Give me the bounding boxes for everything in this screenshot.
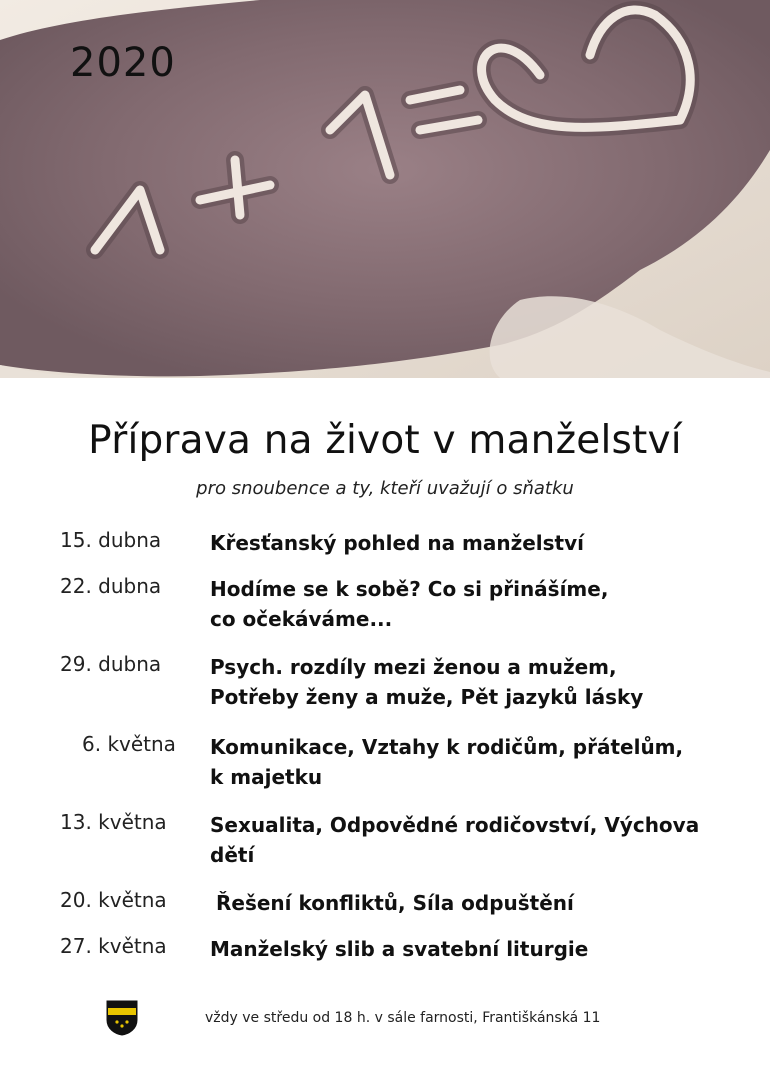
schedule-date: 6. května: [82, 732, 176, 756]
schedule-topic: Manželský slib a svatební liturgie: [210, 937, 589, 961]
schedule-topic: Komunikace, Vztahy k rodičům, přátelům, k majetku: [210, 735, 684, 789]
schedule-topic: Psych. rozdíly mezi ženou a mužem, Potřeby ženy a muže, Pět jazyků lásky: [210, 655, 644, 709]
schedule-topic: Řešení konfliktů, Síla odpuštění: [216, 891, 574, 915]
footer-note: vždy ve středu od 18 h. v sále farnosti, Františkánská 11: [205, 1010, 601, 1026]
page-title: Příprava na život v manželství: [88, 418, 682, 463]
parish-crest-icon: [106, 1000, 138, 1036]
schedule-date: 20. května: [60, 888, 167, 912]
schedule-date: 13. května: [60, 810, 167, 834]
schedule-topic: Křesťanský pohled na manželství: [210, 531, 585, 555]
schedule-topic: Hodíme se k sobě? Co si přinášíme, co očekáváme...: [210, 577, 609, 631]
schedule-topic: Sexualita, Odpovědné rodičovství, Výchova dětí: [210, 813, 700, 867]
page-subtitle: pro snoubence a ty, kteří uvažují o sňatku: [196, 478, 574, 499]
schedule-date: 27. května: [60, 934, 167, 958]
hero-photo: [0, 0, 770, 378]
year-label: 2020: [70, 40, 176, 86]
schedule-date: 29. dubna: [60, 652, 162, 676]
schedule-date: 15. dubna: [60, 528, 162, 552]
schedule-date: 22. dubna: [60, 574, 162, 598]
